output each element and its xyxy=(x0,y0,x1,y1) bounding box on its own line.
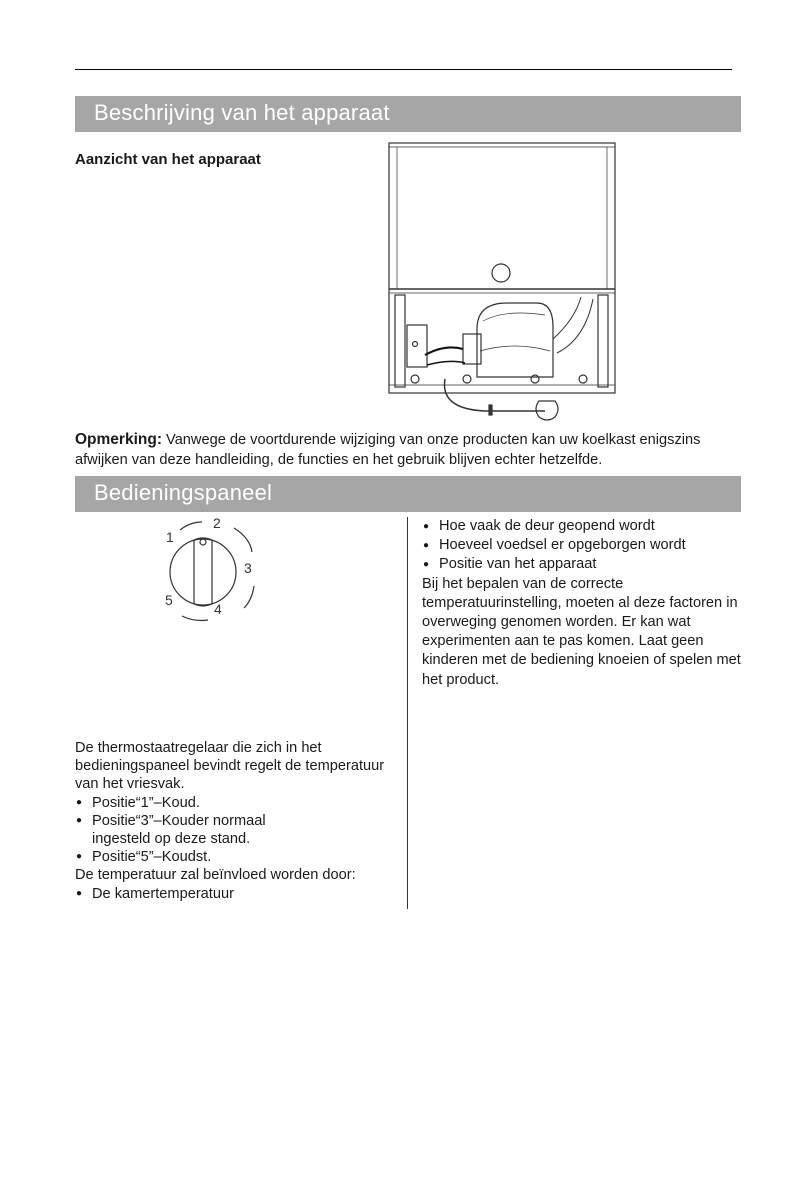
column-divider xyxy=(407,517,408,909)
list-item-room-temperature: ● De kamertemperatuur xyxy=(75,885,400,903)
note-label: Opmerking: xyxy=(75,431,162,448)
influence-heading: De temperatuur zal beïnvloed worden door: xyxy=(75,867,356,884)
list-item-food-stored: ● Hoeveel voedsel er opgeborgen wordt xyxy=(422,536,752,555)
dial-label-5: 5 xyxy=(165,592,173,608)
dial-label-3: 3 xyxy=(244,560,252,576)
list-item-appliance-position: ● Positie van het apparaat xyxy=(422,555,752,574)
list-item-position-1: ● Positie“1”–Koud. xyxy=(75,794,400,812)
thermostat-dial-illustration xyxy=(150,510,280,625)
right-column xyxy=(422,517,752,690)
settings-advice-paragraph: Bij het bepalen van de correcte temperatuurinstelling, moeten al deze factoren in overweging genomen worden. Er kan wat experimenten aan te pas komen. Laat geen kinderen met de bediening knoeien of spelen met het product. xyxy=(422,575,741,688)
dial-label-1: 1 xyxy=(166,529,174,545)
view-heading: Aanzicht van het apparaat xyxy=(75,151,261,168)
note-paragraph xyxy=(75,430,755,470)
dial-label-4: 4 xyxy=(214,601,222,617)
list-item-position-5: ● Positie“5”–Koudst. xyxy=(75,848,400,866)
left-column xyxy=(75,739,400,903)
section-title: Bedieningspaneel xyxy=(94,480,273,505)
header-rule xyxy=(75,69,732,70)
list-item-position-3-continued: ingesteld op deze stand. xyxy=(92,831,251,848)
section-title: Beschrijving van het apparaat xyxy=(94,100,390,125)
list-item-door-openings: ● Hoe vaak de deur geopend wordt xyxy=(422,517,752,536)
thermostat-intro: De thermostaatregelaar die zich in het bedieningspaneel bevindt regelt de temperatuur van het vriesvak. xyxy=(75,740,385,793)
section-header-description xyxy=(75,96,741,132)
appliance-rear-view-illustration xyxy=(385,139,625,421)
section-header-control-panel xyxy=(75,476,741,512)
note-text: Vanwege de voortdurende wijziging van onze producten kan uw koelkast enigszins afwijken van deze handleiding, de functies en het gebruik blijven echter hetzelfde. xyxy=(75,432,701,468)
list-item-position-3: ● Positie“3”–Kouder normaal xyxy=(75,812,400,830)
dial-label-2: 2 xyxy=(213,515,221,531)
